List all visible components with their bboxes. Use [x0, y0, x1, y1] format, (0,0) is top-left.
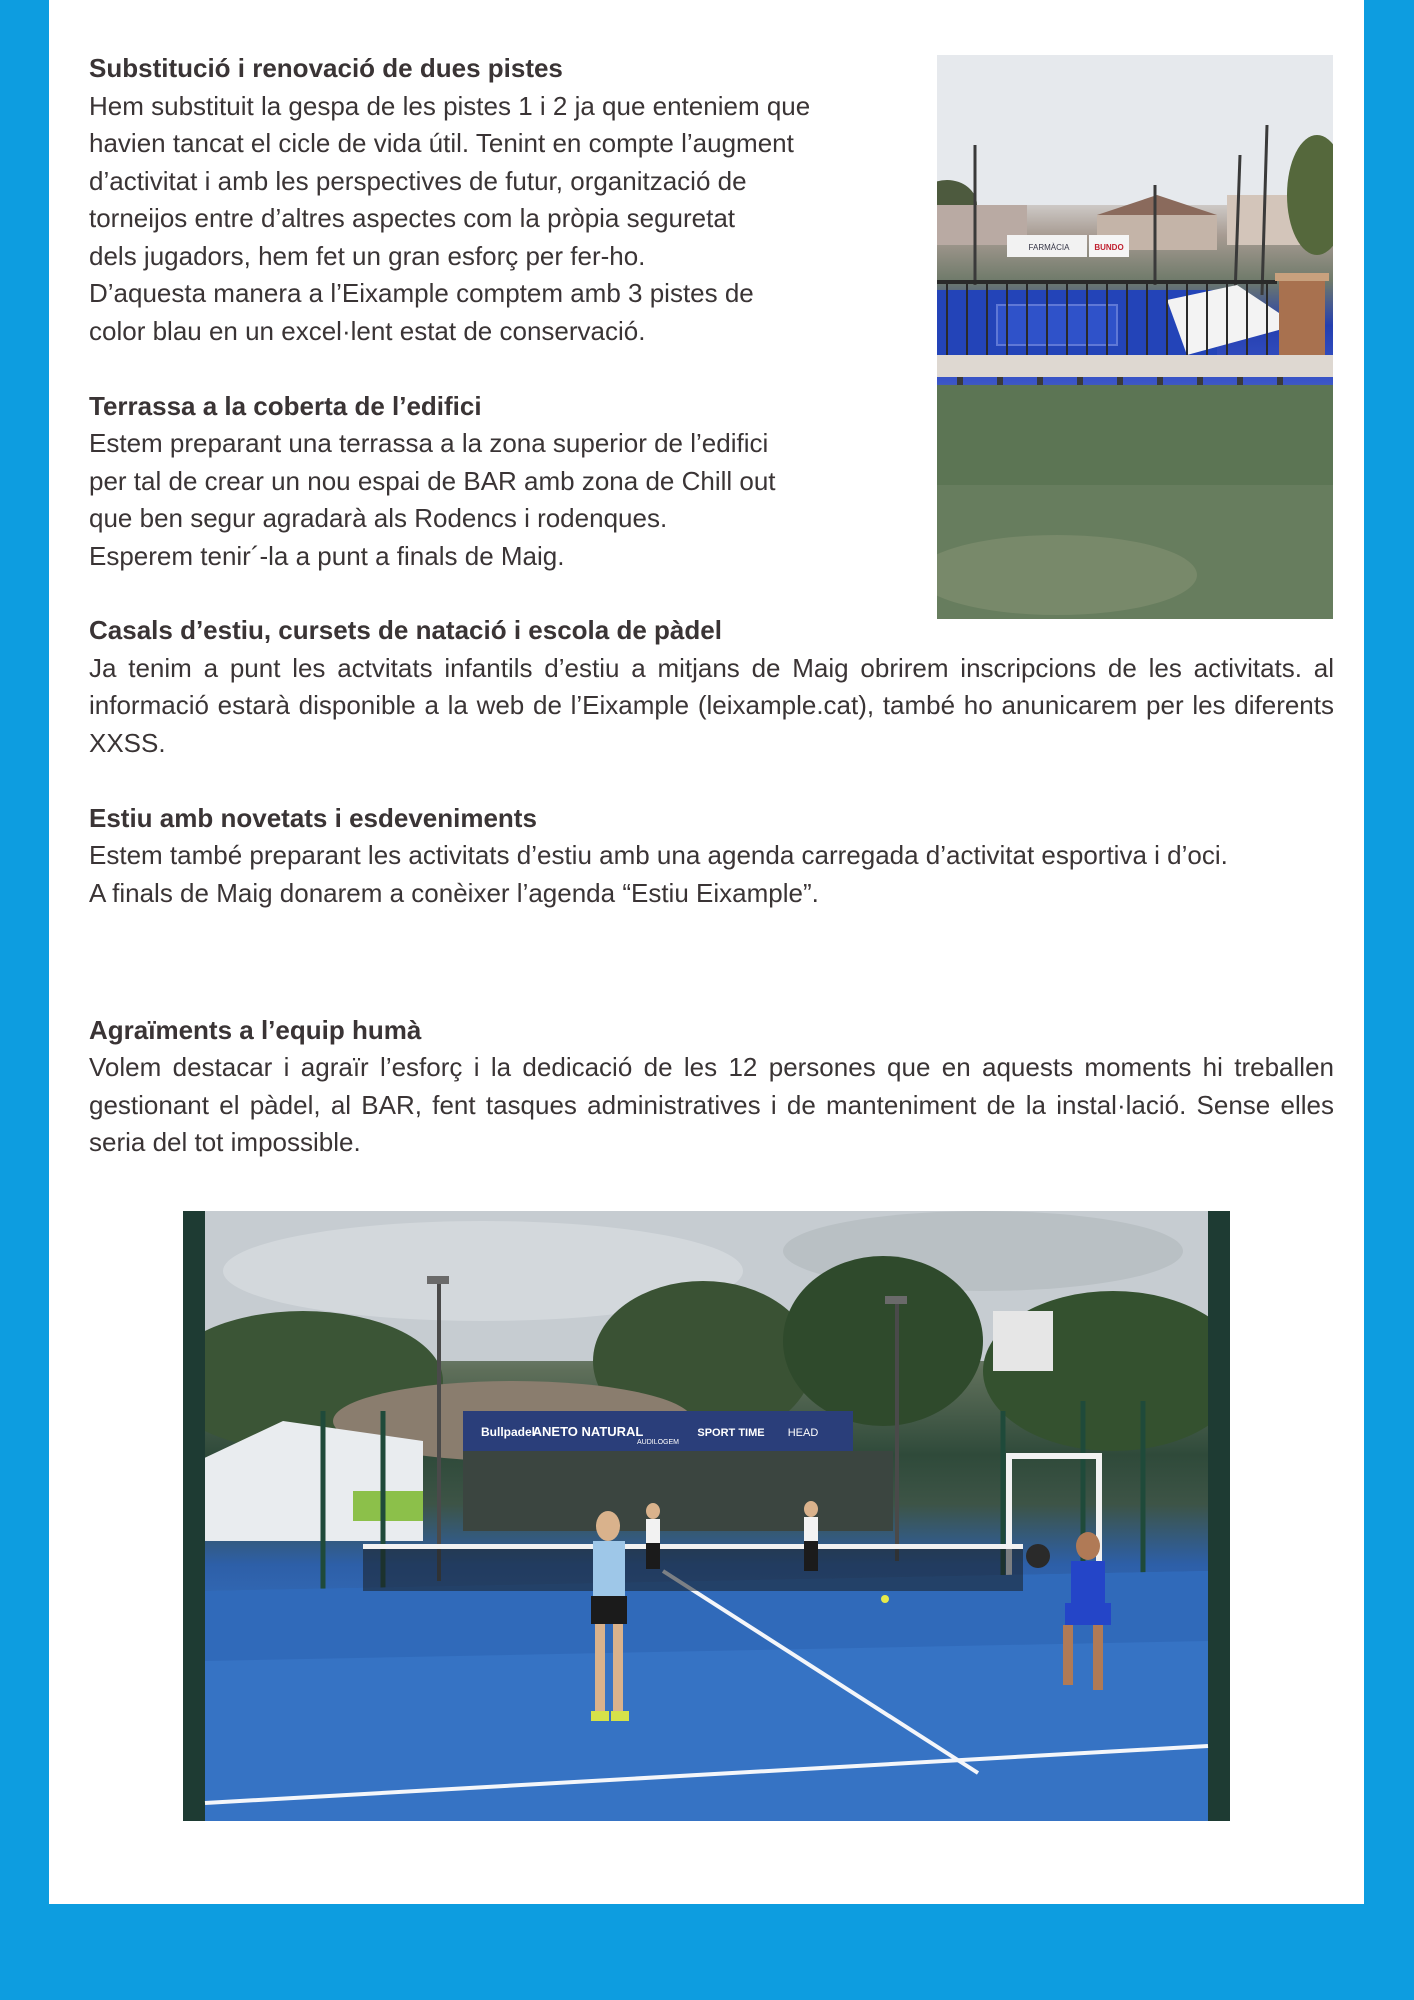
paragraph-equip: Volem destacar i agraïr l’esforç i la dedicació de les 12 persones que en aquests moments hi treballen gestionant el pàdel, al BAR, fent tasques administratives i de manteniment de la instal·lació. Sense elles seria del tot impossible.	[89, 1052, 1334, 1157]
player-far-1	[804, 1501, 818, 1571]
banner-aneto: ANETO NATURAL	[532, 1424, 644, 1439]
page-sheet	[49, 0, 1364, 1904]
player-far-2	[646, 1503, 660, 1569]
paragraph-pistes: Hem substituit la gespa de les pistes 1 i 2 ja que enteniem que havien tancat el cicle de vida útil. Tenint en compte l’augment d’activitat i amb les perspectives de futur, organització de torneijos entre d’altres aspectes com la pròpia seguretat dels jugadors, hem fet un gran esforç per fer-ho. D’aquesta manera a l’Eixample comptem amb 3 pistes de color blau en un excel·lent estat de conservació.	[89, 90, 811, 346]
terrace-photo	[937, 55, 1333, 619]
sign-text-farmacia: FARMÀCIA	[1028, 243, 1070, 252]
heading-terrassa: Terrassa a la coberta de l’edifici	[89, 390, 482, 421]
paragraph-casals: Ja tenim a punt les actvitats infantils d’estiu a mitjans de Maig obrirem inscripcions de les activitats. al informació estarà disponible a la web de l’Eixample (leixample.cat), també ho anunicarem per les diferents XXSS.	[89, 652, 1334, 758]
heading-casals: Casals d’estiu, cursets de natació i escola de pàdel	[89, 615, 722, 645]
top-text-column	[89, 50, 949, 575]
padel-court-illustration	[183, 1211, 1230, 1821]
heading-equip: Agraïments a l’equip humà	[89, 1014, 422, 1045]
heading-estiu: Estiu amb novetats i esdeveniments	[89, 802, 537, 833]
terrace-illustration	[937, 55, 1333, 619]
banner-head: HEAD	[787, 1427, 819, 1439]
paragraph-terrassa: Estem preparant una terrassa a la zona superior de l’edifici per tal de crear un nou espai de BAR amb zona de Chill out que ben segur agradarà als Rodencs i rodenques. Esperem tenir´-la a punt a finals de Maig.	[89, 428, 776, 571]
padel-court-photo	[183, 1211, 1230, 1821]
paragraph-estiu-2: A finals de Maig donarem a conèixer l’agenda “Estiu Eixample”.	[89, 877, 819, 908]
banner-audilogem: AUDILOGEM	[636, 1439, 680, 1446]
sign-text-bundo: BUNDO	[1094, 243, 1124, 252]
paragraph-estiu-1: Estem també preparant les activitats d’estiu amb una agenda carregada d’activitat esportiva i d’oci.	[89, 840, 1228, 870]
heading-pistes: Substitució i renovació de dues pistes	[89, 53, 563, 83]
banner-bullpadel: Bullpadel	[480, 1425, 536, 1439]
full-width-text	[89, 612, 1334, 1162]
banner-sport-time: SPORT TIME	[697, 1427, 765, 1439]
